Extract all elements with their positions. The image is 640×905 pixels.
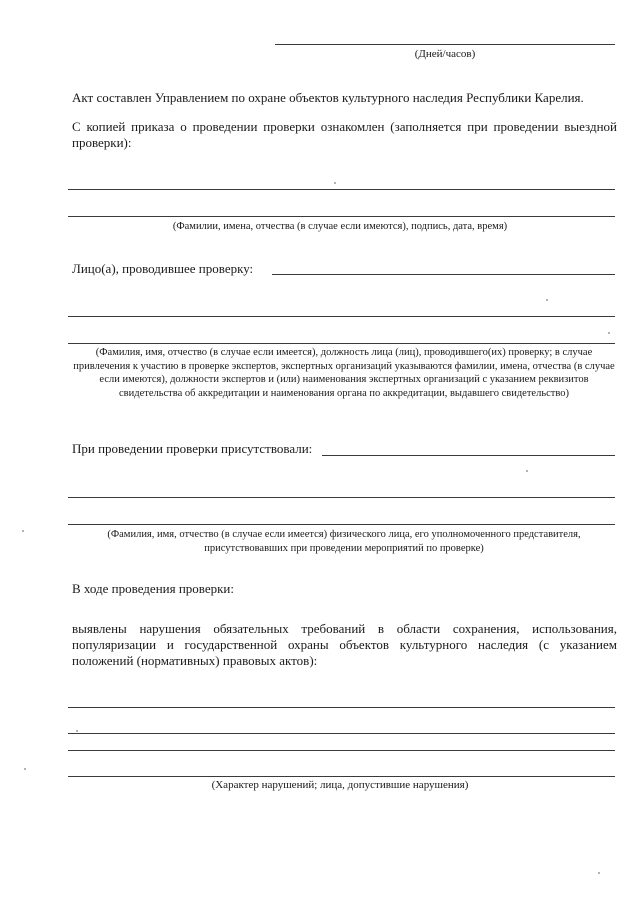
violations-line-4 [68,776,615,777]
scan-speck [22,530,24,532]
present-label: При проведении проверки присутствовали: [72,441,313,456]
violations-line-2 [68,733,615,734]
scan-speck [76,730,78,732]
scan-speck [598,872,600,874]
violations-text: выявлены нарушения обязательных требований в области сохранения, использования, популяризации и государственной охраны объектов культурного наследия (с указанием положений (нормативных) правовых актов): [72,621,617,668]
scan-speck [334,182,336,184]
scan-speck [546,299,548,301]
inspector-line-2 [68,316,615,317]
findings-heading: В ходе проведения проверки: [72,581,235,596]
scan-speck [24,768,26,770]
order-copy-line-1 [68,189,615,190]
present-line-1 [322,455,615,456]
violations-line-1 [68,707,615,708]
inspector-caption: (Фамилия, имя, отчество (в случае если имеется), должность лица (лиц), проводившего(их) проверку; в случае привлечения к участию в проверке экспертов, экспертных организаций указываются фамилии, имена, отчества (в случае если имеются), должности экспертов и (или) наименования экспертных организаций с указанием реквизитов свидетельства об аккредитации и наименования органа по аккредитации, выдавшего свидетельство) [73,347,615,399]
inspector-line-1 [272,274,615,275]
inspector-line-3 [68,343,615,344]
violations-caption: (Характер нарушений; лица, допустившие нарушения) [211,779,469,791]
order-copy-label: С копией приказа о проведении проверки ознакомлен (заполняется при проведении выездной проверки): [72,119,617,150]
act-statement: Акт составлен Управлением по охране объектов культурного наследия Республики Карелия. [72,90,584,105]
duration-caption: (Дней/часов) [414,48,476,60]
present-caption: (Фамилия, имя, отчество (в случае если имеется) физического лица, его уполномоченного представителя, присутствовавших при проведении мероприятий по проверке) [107,529,581,554]
violations-line-3 [68,750,615,751]
present-line-2 [68,497,615,498]
inspector-label: Лицо(а), проводившее проверку: [72,261,254,276]
order-copy-caption: (Фамилии, имена, отчества (в случае если имеются), подпись, дата, время) [172,221,508,232]
duration-line [275,44,615,45]
order-copy-line-2 [68,216,615,217]
scan-speck [526,470,528,472]
scan-speck [608,332,610,334]
present-line-3 [68,524,615,525]
